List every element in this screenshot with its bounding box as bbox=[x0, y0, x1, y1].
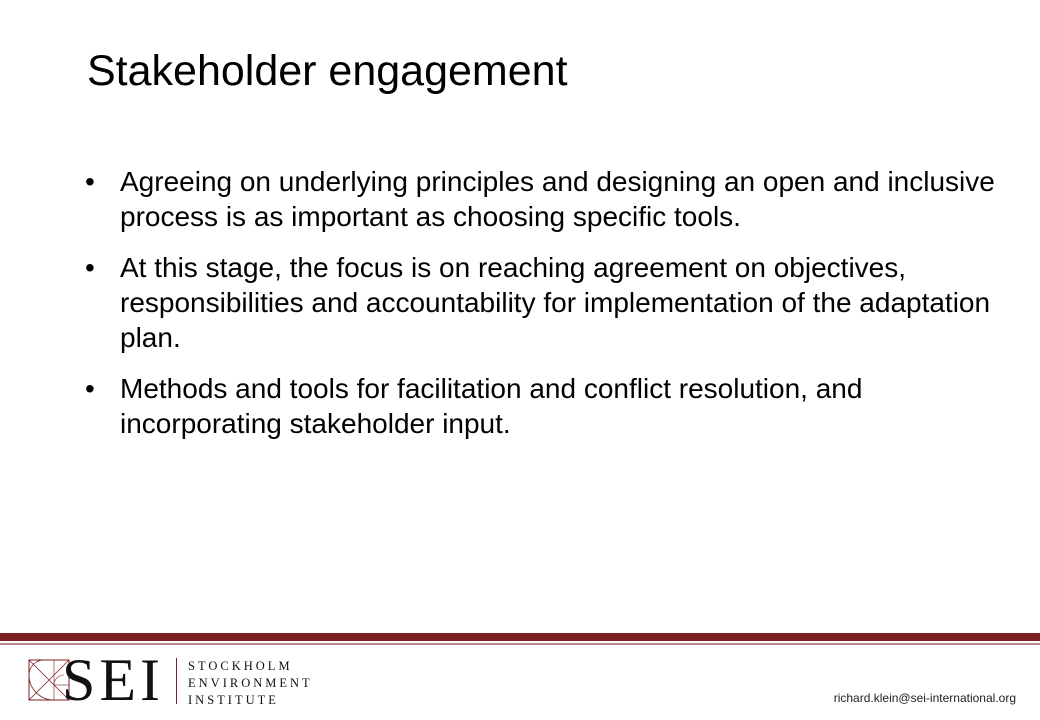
sei-logo bbox=[28, 647, 313, 713]
bullet-marker: • bbox=[85, 373, 95, 404]
logo-wordmark bbox=[188, 658, 313, 709]
bullet-marker: • bbox=[85, 252, 95, 283]
logo-word-2: ENVIRONMENT bbox=[188, 676, 313, 690]
bullet-item-1 bbox=[85, 164, 1015, 234]
bullet-list bbox=[85, 164, 1015, 457]
bullet-item-2 bbox=[85, 250, 1015, 355]
logo-divider bbox=[176, 658, 177, 704]
logo-word-1: STOCKHOLM bbox=[188, 659, 293, 673]
bullet-item-3 bbox=[85, 371, 1015, 441]
bullet-text-2: At this stage, the focus is on reaching agreement on objectives, responsibilities and accountability for implementation of the adaptation plan. bbox=[120, 252, 991, 353]
bullet-text-1: Agreeing on underlying principles and designing an open and inclusive process is as important as choosing specific tools. bbox=[120, 166, 995, 232]
footer-email: richard.klein@sei-international.org bbox=[833, 691, 1016, 705]
logo-word-3: INSTITUTE bbox=[188, 693, 279, 707]
footer-rule bbox=[0, 633, 1040, 641]
bullet-marker: • bbox=[85, 166, 95, 197]
bullet-text-3: Methods and tools for facilitation and conflict resolution, and incorporating stakeholder input. bbox=[120, 373, 863, 439]
slide-title: Stakeholder engagement bbox=[87, 47, 568, 95]
footer-rule-thin bbox=[0, 643, 1040, 645]
logo-abbreviation: SEI bbox=[62, 647, 164, 713]
